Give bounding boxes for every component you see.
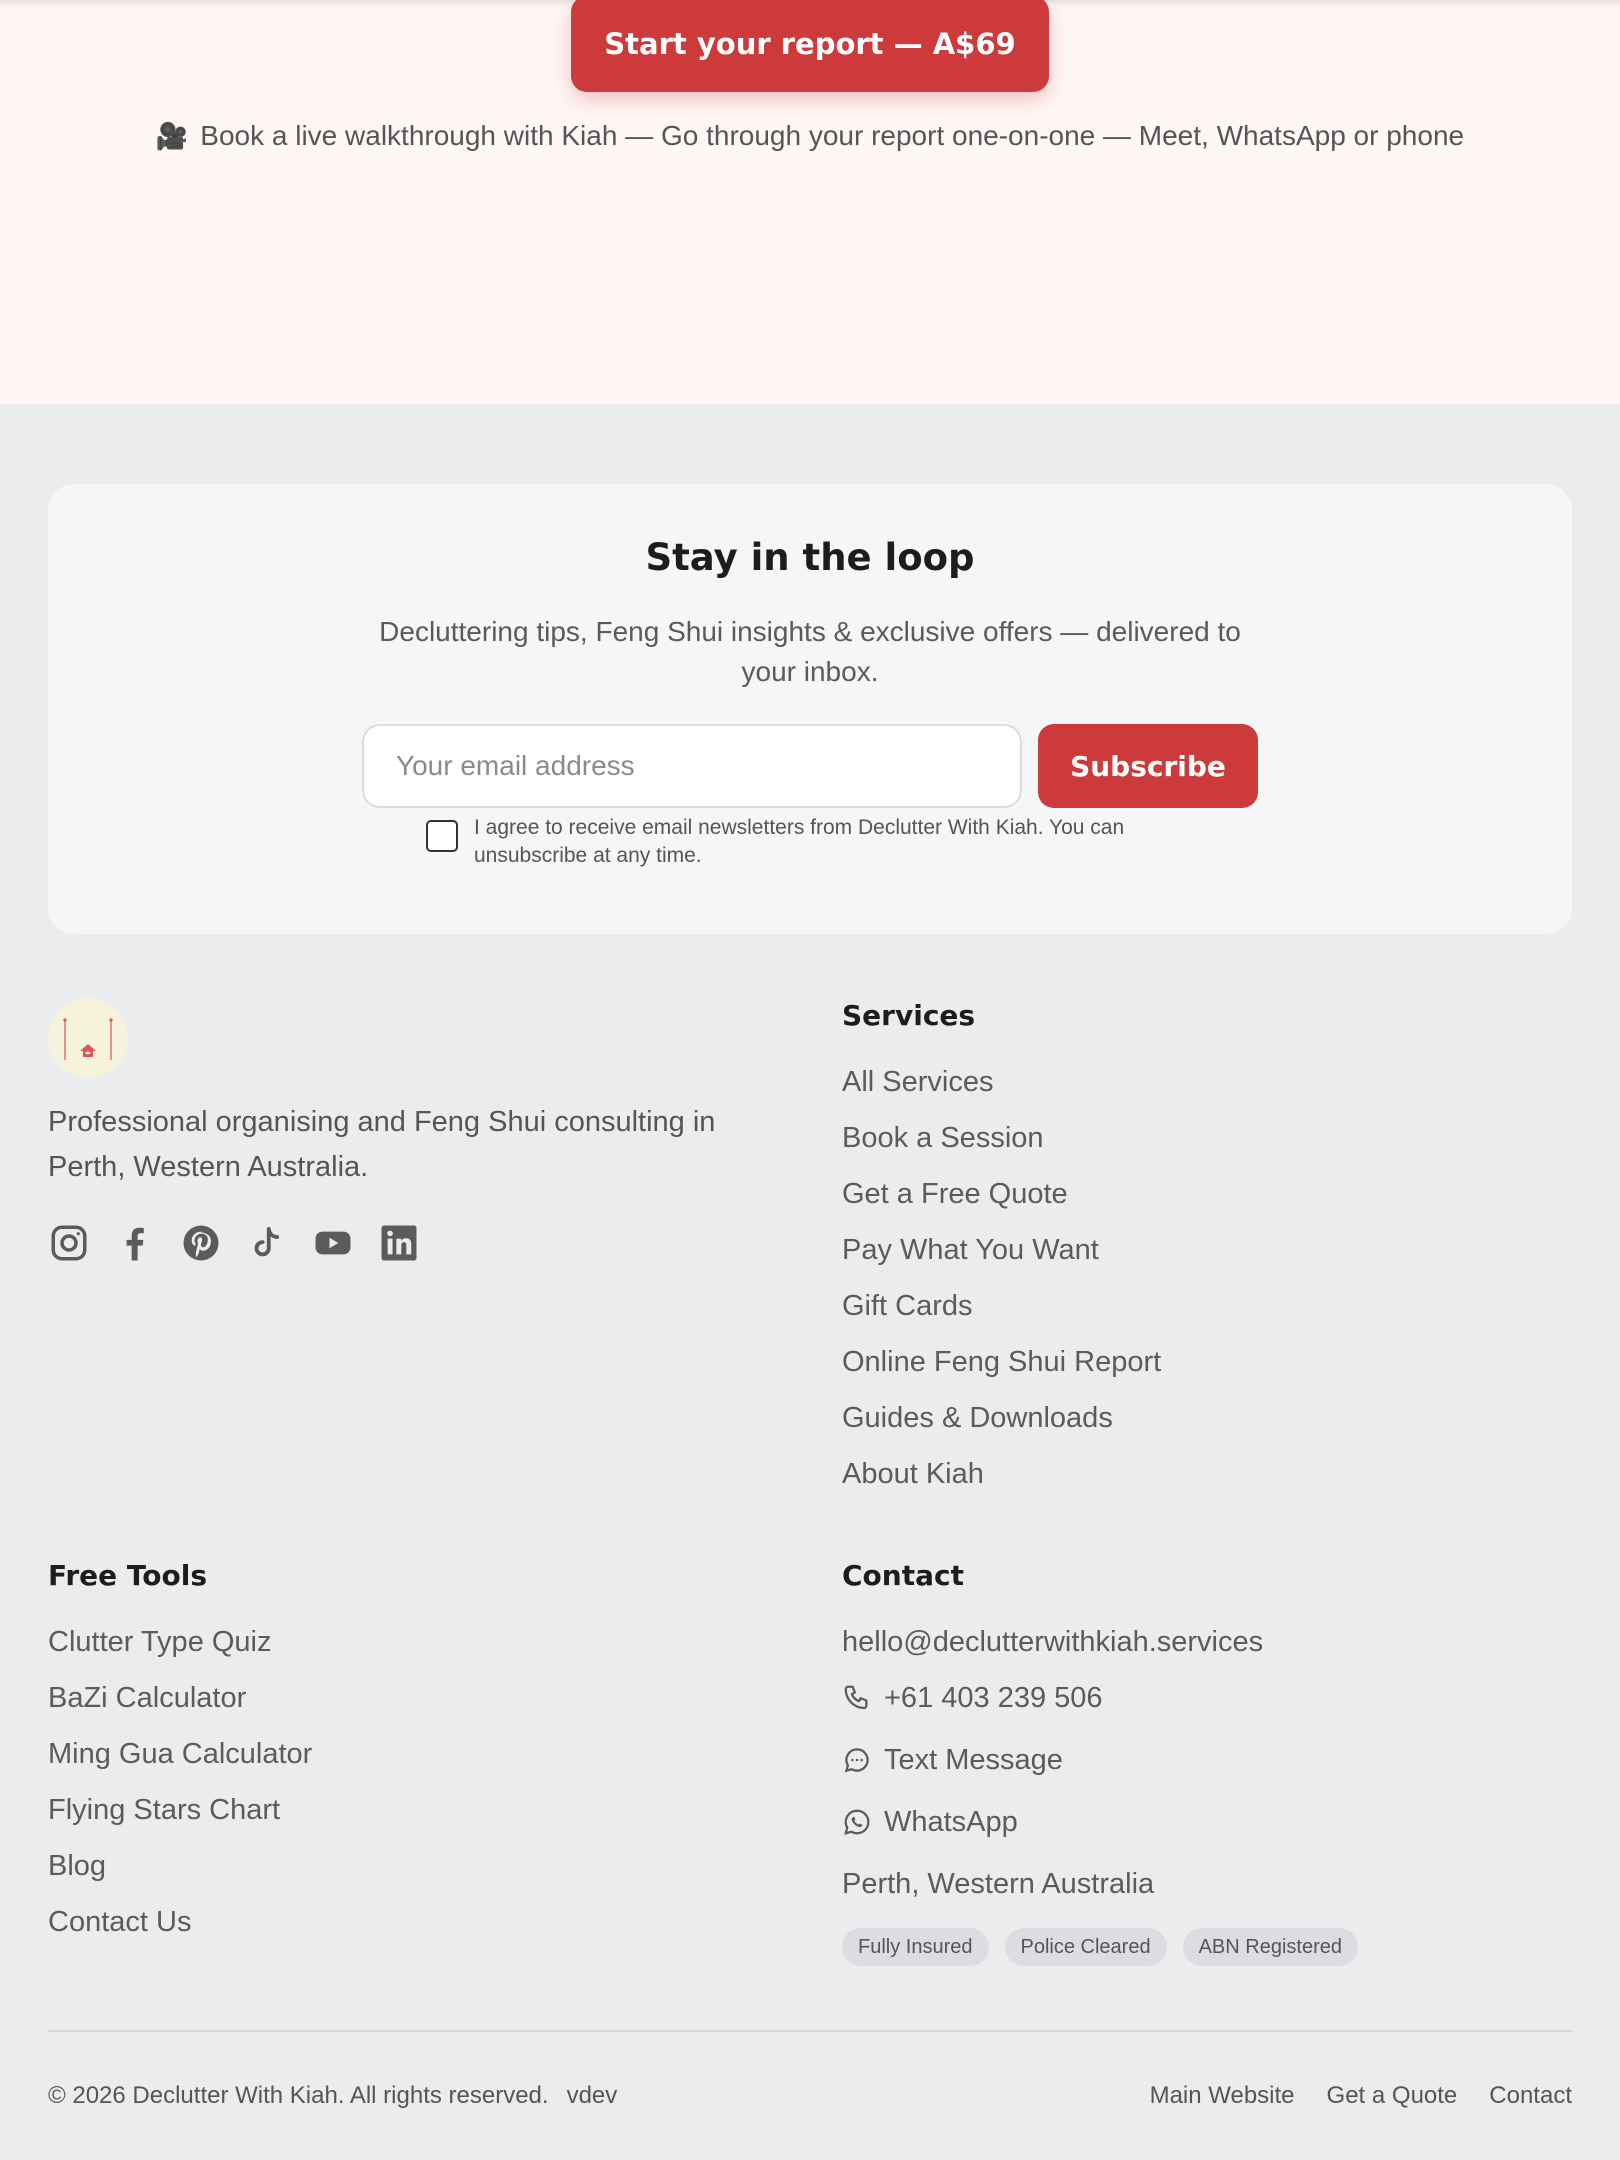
version-label: vdev [566, 2082, 618, 2109]
copyright-text: © 2026 Declutter With Kiah. All rights reserved. [48, 2082, 549, 2109]
social-links [48, 1222, 420, 1264]
contact-phone-link[interactable] [842, 1678, 1103, 1718]
link-free-quote[interactable]: Get a Free Quote [842, 1178, 1068, 1210]
link-guides-downloads[interactable]: Guides & Downloads [842, 1402, 1113, 1434]
badge-abn-registered: ABN Registered [1183, 1928, 1358, 1966]
subscribe-button[interactable]: Subscribe [1038, 724, 1258, 808]
link-pay-what-you-want[interactable]: Pay What You Want [842, 1234, 1099, 1266]
pinterest-icon[interactable] [180, 1222, 222, 1264]
link-bazi-calculator[interactable]: BaZi Calculator [48, 1682, 247, 1714]
link-online-report[interactable]: Online Feng Shui Report [842, 1346, 1162, 1378]
link-contact[interactable]: Contact [1489, 2082, 1572, 2109]
free-tools-heading: Free Tools [48, 1559, 207, 1592]
link-ming-gua-calculator[interactable]: Ming Gua Calculator [48, 1738, 313, 1770]
contact-whatsapp: WhatsApp [884, 1805, 1018, 1838]
tiktok-icon[interactable] [246, 1222, 288, 1264]
youtube-icon[interactable] [312, 1222, 354, 1264]
instagram-icon[interactable] [48, 1222, 90, 1264]
services-links [842, 1054, 1161, 1502]
newsletter-subtitle: Decluttering tips, Feng Shui insights & exclusive offers — delivered to your inbox. [379, 616, 1241, 687]
contact-location [842, 1864, 1154, 1904]
chat-bubble-icon [842, 1745, 872, 1775]
facebook-icon[interactable] [114, 1222, 156, 1264]
linkedin-icon[interactable] [378, 1222, 420, 1264]
link-flying-stars[interactable]: Flying Stars Chart [48, 1794, 281, 1826]
trust-badges [842, 1928, 1358, 1966]
link-get-a-quote[interactable]: Get a Quote [1326, 2082, 1458, 2109]
link-about-kiah[interactable]: About Kiah [842, 1458, 984, 1490]
badge-fully-insured: Fully Insured [842, 1928, 989, 1966]
contact-sms-link[interactable] [842, 1740, 1063, 1780]
contact-text-message: Text Message [884, 1743, 1063, 1776]
email-field[interactable] [362, 724, 1022, 808]
link-gift-cards[interactable]: Gift Cards [842, 1290, 973, 1322]
footer-divider [48, 2030, 1572, 2032]
free-tools-links [48, 1614, 312, 1950]
link-blog[interactable]: Blog [48, 1850, 107, 1882]
link-book-session[interactable]: Book a Session [842, 1122, 1044, 1154]
contact-phone: +61 403 239 506 [884, 1681, 1103, 1714]
link-all-services[interactable]: All Services [842, 1066, 994, 1098]
newsletter-consent-label: I agree to receive email newsletters from Declutter With Kiah. You can unsubscribe at any time. [474, 816, 1125, 867]
walkthrough-text: Book a live walkthrough with Kiah — Go through your report one-on-one — Meet, WhatsApp or phone [200, 120, 1465, 151]
link-contact-us[interactable]: Contact Us [48, 1906, 192, 1938]
link-clutter-quiz[interactable]: Clutter Type Quiz [48, 1626, 272, 1658]
contact-email: hello@declutterwithkiah.services [842, 1625, 1264, 1658]
newsletter-card [48, 484, 1572, 934]
newsletter-title: Stay in the loop [645, 536, 975, 579]
phone-icon [842, 1683, 872, 1713]
footer-bottom-links [1150, 2082, 1572, 2110]
walkthrough-link[interactable] [0, 120, 1620, 152]
contact-email-link[interactable] [842, 1622, 1263, 1662]
link-main-website[interactable]: Main Website [1149, 2082, 1295, 2109]
brand-logo[interactable] [48, 998, 128, 1078]
movie-camera-icon: 🎥 [155, 121, 189, 151]
start-report-button[interactable]: Start your report — A$69 [571, 0, 1049, 92]
badge-police-cleared: Police Cleared [1005, 1928, 1167, 1966]
report-cta-section [0, 0, 1620, 404]
newsletter-consent-checkbox[interactable] [426, 820, 458, 852]
services-heading: Services [842, 999, 976, 1032]
contact-whatsapp-link[interactable] [842, 1802, 1018, 1842]
contact-location-text: Perth, Western Australia [842, 1867, 1155, 1900]
brand-description: Professional organising and Feng Shui consulting in Perth, Western Australia. [48, 1106, 716, 1183]
contact-heading: Contact [842, 1559, 964, 1592]
copyright-notice [48, 2082, 617, 2110]
whatsapp-icon [842, 1807, 872, 1837]
